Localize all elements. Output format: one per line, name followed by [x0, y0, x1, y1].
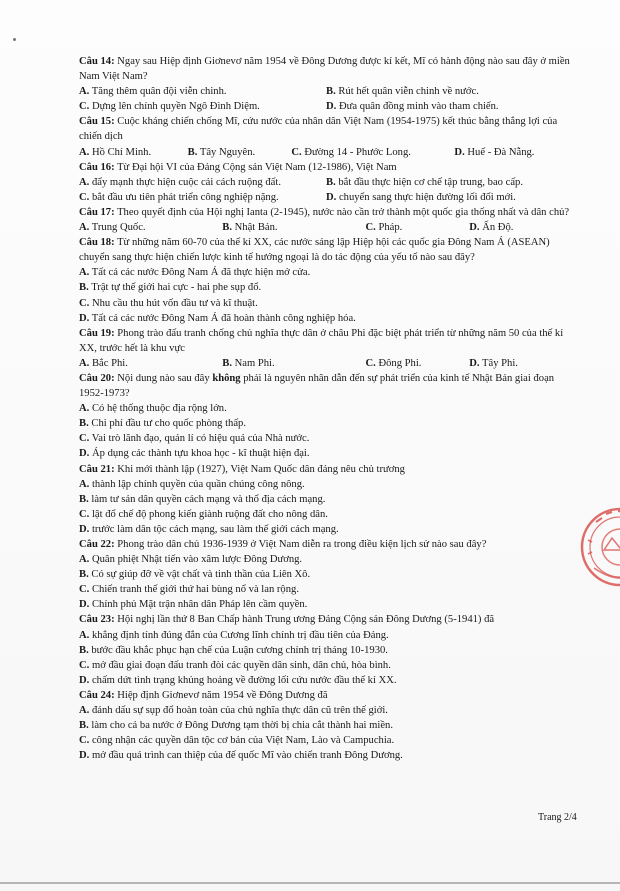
question-stem: Ngay sau Hiệp định Giơnevơ năm 1954 về Đông Dương được kí kết, Mĩ có hành động nào sau đây ở miền Nam Việt Nam? — [79, 56, 570, 83]
question-21 — [79, 462, 573, 477]
option-b: B. bắt đầu thực hiện cơ chế tập trung, bao cấp. — [326, 176, 523, 188]
options-row — [79, 356, 573, 371]
option-c: C. Đường 14 - Phước Long. — [291, 146, 411, 158]
option-b: B. Trật tự thế giới hai cực - hai phe sụp đổ. — [79, 282, 262, 294]
option-a: A. Trung Quốc. — [79, 222, 146, 234]
option-c: C. Nhu cầu thu hút vốn đầu tư và kĩ thuật. — [79, 297, 258, 309]
option-c: C. Vai trò lãnh đạo, quản lí có hiệu quả của Nhà nước. — [79, 433, 310, 445]
question-24 — [79, 688, 573, 703]
question-label: Câu 18: — [79, 237, 115, 249]
question-label: Câu 19: — [79, 327, 115, 339]
question-stem: Phong trào đấu tranh chống chủ nghĩa thực dân ở châu Phi đặc biệt phát triển từ những năm 50 của thế kỉ XX, trước hết là khu vực — [79, 327, 564, 354]
question-label: Câu 16: — [79, 161, 115, 173]
options-row — [79, 190, 573, 205]
question-14 — [79, 54, 573, 84]
question-15 — [79, 114, 573, 144]
option-d: D. chấm dứt tình trạng khủng hoảng về đường lối cứu nước đầu thế kỉ XX. — [79, 674, 397, 686]
question-stem: Hội nghị lần thứ 8 Ban Chấp hành Trung ương Đảng Cộng sản Đông Dương (5-1941) đã — [117, 614, 495, 626]
question-stem: Hiệp định Giơnevơ năm 1954 về Đông Dương đã — [117, 689, 328, 701]
official-seal-stamp — [576, 498, 620, 596]
option-a: A. Hồ Chí Minh. — [79, 146, 152, 158]
question-23 — [79, 612, 573, 627]
option-a: A. đánh dấu sự sụp đổ hoàn toàn của chủ nghĩa thực dân cũ trên thế giới. — [79, 705, 388, 717]
option-b: B. bước đầu khắc phục hạn chế của Luận cương chính trị tháng 10-1930. — [79, 644, 388, 656]
option-d: D. Áp dụng các thành tựu khoa học - kĩ thuật hiện đại. — [79, 448, 310, 460]
option-b: B. Nam Phi. — [222, 357, 275, 369]
question-stem-after: phải là nguyên nhân dẫn đến sự phát triển của kinh tế Nhật Bản giai đoạn 1952-1973? — [79, 372, 555, 400]
option-d: D. chuyển sang thực hiện đường lối đổi mới. — [326, 191, 516, 203]
question-22 — [79, 537, 573, 552]
question-label: Câu 15: — [79, 116, 115, 128]
question-stem-emphasis: không — [212, 372, 241, 384]
option-d: D. Tất cả các nước Đông Nam Á đã hoàn thành công nghiệp hóa. — [79, 312, 356, 324]
question-label: Câu 23: — [79, 614, 115, 626]
option-d: D. trước làm dân tộc cách mạng, sau làm thế giới cách mạng. — [79, 523, 339, 535]
question-stem: Khi mới thành lập (1927), Việt Nam Quốc dân đảng nêu chủ trương — [117, 463, 405, 475]
question-label: Câu 14: — [79, 56, 115, 67]
options-row — [79, 220, 573, 235]
options-row — [79, 84, 573, 99]
option-b: B. Nhật Bản. — [222, 222, 278, 234]
option-b: B. làm cho cả ba nước ở Đông Dương tạm thời bị chia cắt thành hai miền. — [79, 720, 393, 732]
question-16 — [79, 160, 573, 175]
option-c: C. Pháp. — [365, 222, 403, 234]
question-stem: Phong trào dân chủ 1936-1939 ở Việt Nam diễn ra trong điều kiện lịch sử nào sau đây? — [117, 539, 487, 550]
option-d: D. Đưa quân đồng minh vào tham chiến. — [326, 101, 499, 113]
option-d: D. Tây Phi. — [469, 357, 518, 369]
options-row — [79, 145, 573, 160]
question-list — [79, 54, 573, 763]
option-b: B. Rút hết quân viễn chinh về nước. — [326, 86, 479, 98]
option-d: D. Ấn Độ. — [469, 222, 514, 234]
question-18 — [79, 235, 573, 265]
option-a: A. thành lập chính quyền của quần chúng công nông. — [79, 478, 305, 490]
options-row — [79, 175, 573, 190]
option-a: A. Quân phiệt Nhật tiến vào xâm lược Đông Dương. — [79, 554, 303, 566]
question-20 — [79, 371, 573, 401]
option-a: A. Tăng thêm quân đội viễn chinh. — [79, 86, 227, 98]
option-c: C. công nhận các quyền dân tộc cơ bản của Việt Nam, Lào và Campuchia. — [79, 735, 395, 747]
option-b: B. Có sự giúp đỡ về vật chất và tinh thần của Liên Xô. — [79, 569, 311, 581]
bottom-edge — [0, 882, 620, 884]
option-b: B. Chi phí đầu tư cho quốc phòng thấp. — [79, 418, 246, 430]
option-b: B. Tây Nguyên. — [187, 146, 256, 158]
question-stem: Theo quyết định của Hội nghị Ianta (2-1945), nước nào cần trở thành một quốc gia thống nhất và dân chủ? — [117, 206, 570, 218]
question-stem: Từ những năm 60-70 của thế kỉ XX, các nước sáng lập Hiệp hội các quốc gia Đông Nam Á (ASEAN) chuyển sang thực hiện chiến lược kinh tế hướng ngoại là do tác động của yếu tố nào sau đây? — [79, 237, 550, 264]
question-label: Câu 20: — [79, 372, 115, 384]
option-a: A. khẳng định tính đúng đắn của Cương lĩnh chính trị đầu tiên của Đảng. — [79, 629, 389, 641]
option-c: C. lật đổ chế độ phong kiến giành ruộng đất cho nông dân. — [79, 508, 328, 520]
option-c: C. mở đầu giai đoạn đấu tranh đòi các quyền dân sinh, dân chủ, hòa bình. — [79, 659, 391, 671]
option-a: A. đẩy mạnh thực hiện cuộc cải cách ruộng đất. — [79, 176, 281, 188]
question-label: Câu 24: — [79, 689, 115, 701]
question-17 — [79, 205, 573, 220]
option-d: D. Huế - Đà Nẵng. — [454, 146, 535, 158]
option-c: C. Dựng lên chính quyền Ngô Đình Diệm. — [79, 101, 260, 113]
option-c: C. Chiến tranh thế giới thứ hai bùng nổ và lan rộng. — [79, 584, 299, 596]
option-d: D. mở đầu quá trình can thiệp của đế quốc Mĩ vào chiến tranh Đông Dương. — [79, 750, 403, 762]
question-label: Câu 22: — [79, 539, 115, 550]
question-stem-before: Nội dung nào sau đây — [117, 372, 210, 384]
question-label: Câu 17: — [79, 206, 115, 218]
page-number: Trang 2/4 — [538, 812, 577, 823]
option-c: C. Đông Phi. — [365, 357, 422, 369]
question-label: Câu 21: — [79, 463, 115, 475]
option-a: A. Có hệ thống thuộc địa rộng lớn. — [79, 403, 227, 415]
options-row — [79, 99, 573, 114]
option-a: A. Bắc Phi. — [79, 357, 128, 369]
question-19 — [79, 326, 573, 356]
option-d: D. Chính phủ Mặt trận nhân dân Pháp lên cầm quyền. — [79, 599, 308, 611]
option-a: A. Tất cả các nước Đông Nam Á đã thực hiện mở cửa. — [79, 267, 311, 279]
question-stem: Cuộc kháng chiến chống Mĩ, cứu nước của nhân dân Việt Nam (1954-1975) kết thúc bằng thắng lợi của chiến dịch — [79, 116, 558, 143]
scan-speck — [13, 38, 16, 41]
option-c: C. bắt đầu ưu tiên phát triển công nghiệp nặng. — [79, 191, 279, 203]
option-b: B. làm tư sản dân quyền cách mạng và thổ địa cách mạng. — [79, 493, 326, 505]
question-stem: Từ Đại hội VI của Đảng Cộng sản Việt Nam (12-1986), Việt Nam — [117, 161, 397, 173]
